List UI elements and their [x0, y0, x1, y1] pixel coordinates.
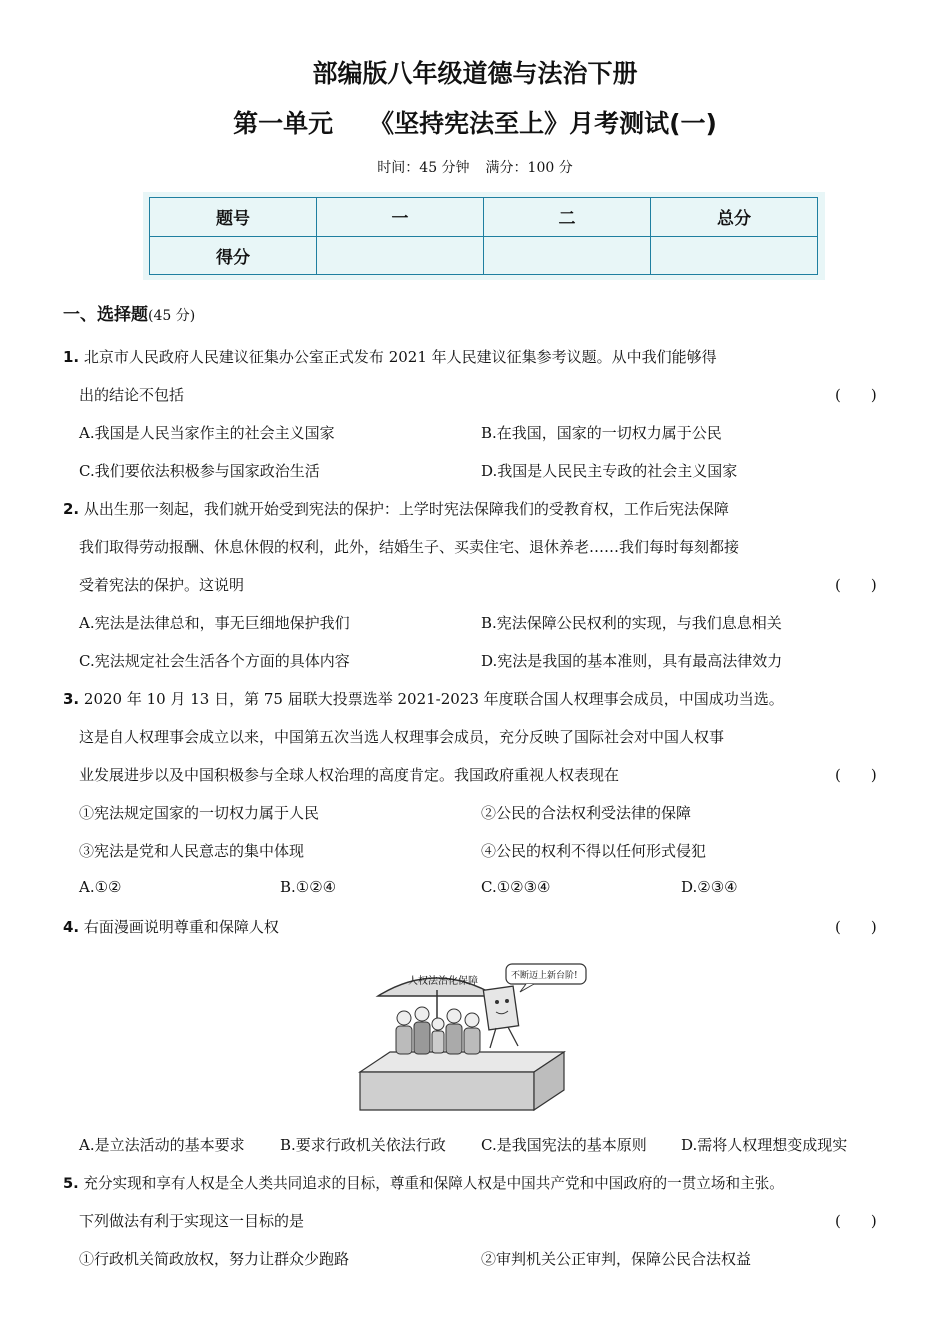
score-cell: [651, 236, 818, 275]
option-b: B.①②④: [280, 878, 337, 896]
question-3-stem-line: 这是自人权理事会成立以来，中国第五次当选人权理事会成员，充分反映了国际社会对中国人权事: [79, 728, 725, 746]
speech-bubble-text: 不断迈上新台阶!: [511, 971, 578, 981]
option-b: B.要求行政机关依法行政: [280, 1136, 446, 1154]
option-a: A.我国是人民当家作主的社会主义国家: [79, 424, 335, 442]
score-cell: 得分: [150, 236, 317, 275]
score-cell: [484, 236, 651, 275]
option-a: A.宪法是法律总和，事无巨细地保护我们: [79, 614, 350, 632]
question-4-stem-line: [63, 916, 279, 937]
section-title: 一、选择题: [63, 305, 148, 325]
human-rights-cartoon: [356, 960, 596, 1112]
exam-time: 时间：45 分钟: [377, 160, 470, 176]
section-points: (45 分): [148, 308, 196, 324]
option-c: C.是我国宪法的基本原则: [481, 1136, 647, 1154]
answer-blank: ( ): [835, 576, 877, 594]
option-d: D.我国是人民民主专政的社会主义国家: [481, 462, 738, 480]
question-5-stem-line: 下列做法有利于实现这一目标的是: [79, 1212, 305, 1230]
statement-1: ①宪法规定国家的一切权力属于人民: [79, 804, 320, 822]
statement-4: ④公民的权利不得以任何形式侵犯: [481, 842, 707, 860]
answer-blank: ( ): [835, 1212, 877, 1230]
option-d: D.宪法是我国的基本准则，具有最高法律效力: [481, 652, 783, 670]
doc-title: 部编版八年级道德与法治下册: [312, 59, 638, 88]
score-cell: 二: [484, 198, 651, 237]
question-number: 2.: [63, 500, 80, 518]
option-d: D.需将人权理想变成现实: [681, 1136, 848, 1154]
statement-3: ③宪法是党和人民意志的集中体现: [79, 842, 305, 860]
answer-blank: ( ): [835, 918, 877, 936]
answer-blank: ( ): [835, 386, 877, 404]
unit-label: 第一单元: [233, 109, 334, 138]
score-cell: [317, 236, 484, 275]
question-text: 2020 年 10 月 13 日，第 75 届联大投票选举 2021-2023 年度联合国人权理事会成员，中国成功当选。: [83, 690, 784, 708]
question-5-stem-line: [63, 1172, 784, 1193]
exam-full-score: 满分：100 分: [485, 160, 573, 176]
option-d: D.②③④: [681, 878, 738, 896]
test-name: 《坚持宪法至上》月考测试(一): [369, 109, 717, 138]
score-cell: 总分: [651, 198, 818, 237]
doc-subtitle: [0, 104, 950, 140]
question-text: 北京市人民政府人民建议征集办公室正式发布 2021 年人民建议征集参考议题。从中我们能够得: [83, 348, 717, 366]
question-3-stem-line: 业发展进步以及中国积极参与全球人权治理的高度肯定。我国政府重视人权表现在: [79, 766, 620, 784]
score-table: [149, 197, 818, 275]
option-a: A.是立法活动的基本要求: [79, 1136, 245, 1154]
option-c: C.我们要依法积极参与国家政治生活: [79, 462, 320, 480]
question-2-stem-line: 我们取得劳动报酬、休息休假的权利，此外，结婚生子、买卖住宅、退休养老……我们每时每刻都接: [79, 538, 740, 556]
score-table-panel: [143, 192, 825, 280]
question-1-stem-line: 出的结论不包括: [79, 386, 185, 404]
score-cell: 一: [317, 198, 484, 237]
answer-blank: ( ): [835, 766, 877, 784]
question-2-stem-line: 受着宪法的保护。这说明: [79, 576, 245, 594]
question-text: 充分实现和享有人权是全人类共同追求的目标，尊重和保障人权是中国共产党和中国政府的一贯立场和主张。: [83, 1175, 784, 1192]
question-number: 4.: [63, 918, 80, 936]
score-cell: 题号: [150, 198, 317, 237]
question-text: 从出生那一刻起，我们就开始受到宪法的保护：上学时宪法保障我们的受教育权，工作后宪法保障: [83, 500, 729, 518]
statement-2: ②公民的合法权利受法律的保障: [481, 804, 692, 822]
option-b: B.在我国，国家的一切权力属于公民: [481, 424, 722, 442]
section-heading: [63, 300, 195, 325]
score-table-header-row: [150, 198, 818, 237]
question-1-stem-line: [63, 346, 717, 367]
option-c: C.①②③④: [481, 878, 551, 896]
question-number: 3.: [63, 690, 80, 708]
statement-1: ①行政机关简政放权，努力让群众少跑路: [79, 1250, 350, 1268]
option-a: A.①②: [79, 878, 122, 896]
question-number: 1.: [63, 348, 80, 366]
question-number: 5.: [63, 1175, 79, 1192]
option-c: C.宪法规定社会生活各个方面的具体内容: [79, 652, 350, 670]
question-3-stem-line: [63, 688, 784, 709]
question-text: 右面漫画说明尊重和保障人权: [83, 918, 279, 936]
score-table-score-row: [150, 236, 818, 275]
option-b: B.宪法保障公民权利的实现，与我们息息相关: [481, 614, 782, 632]
umbrella-label: 人权法治化保障: [408, 976, 478, 987]
question-2-stem-line: [63, 498, 729, 519]
exam-meta: [0, 157, 950, 177]
statement-2: ②审判机关公正审判，保障公民合法权益: [481, 1250, 752, 1268]
